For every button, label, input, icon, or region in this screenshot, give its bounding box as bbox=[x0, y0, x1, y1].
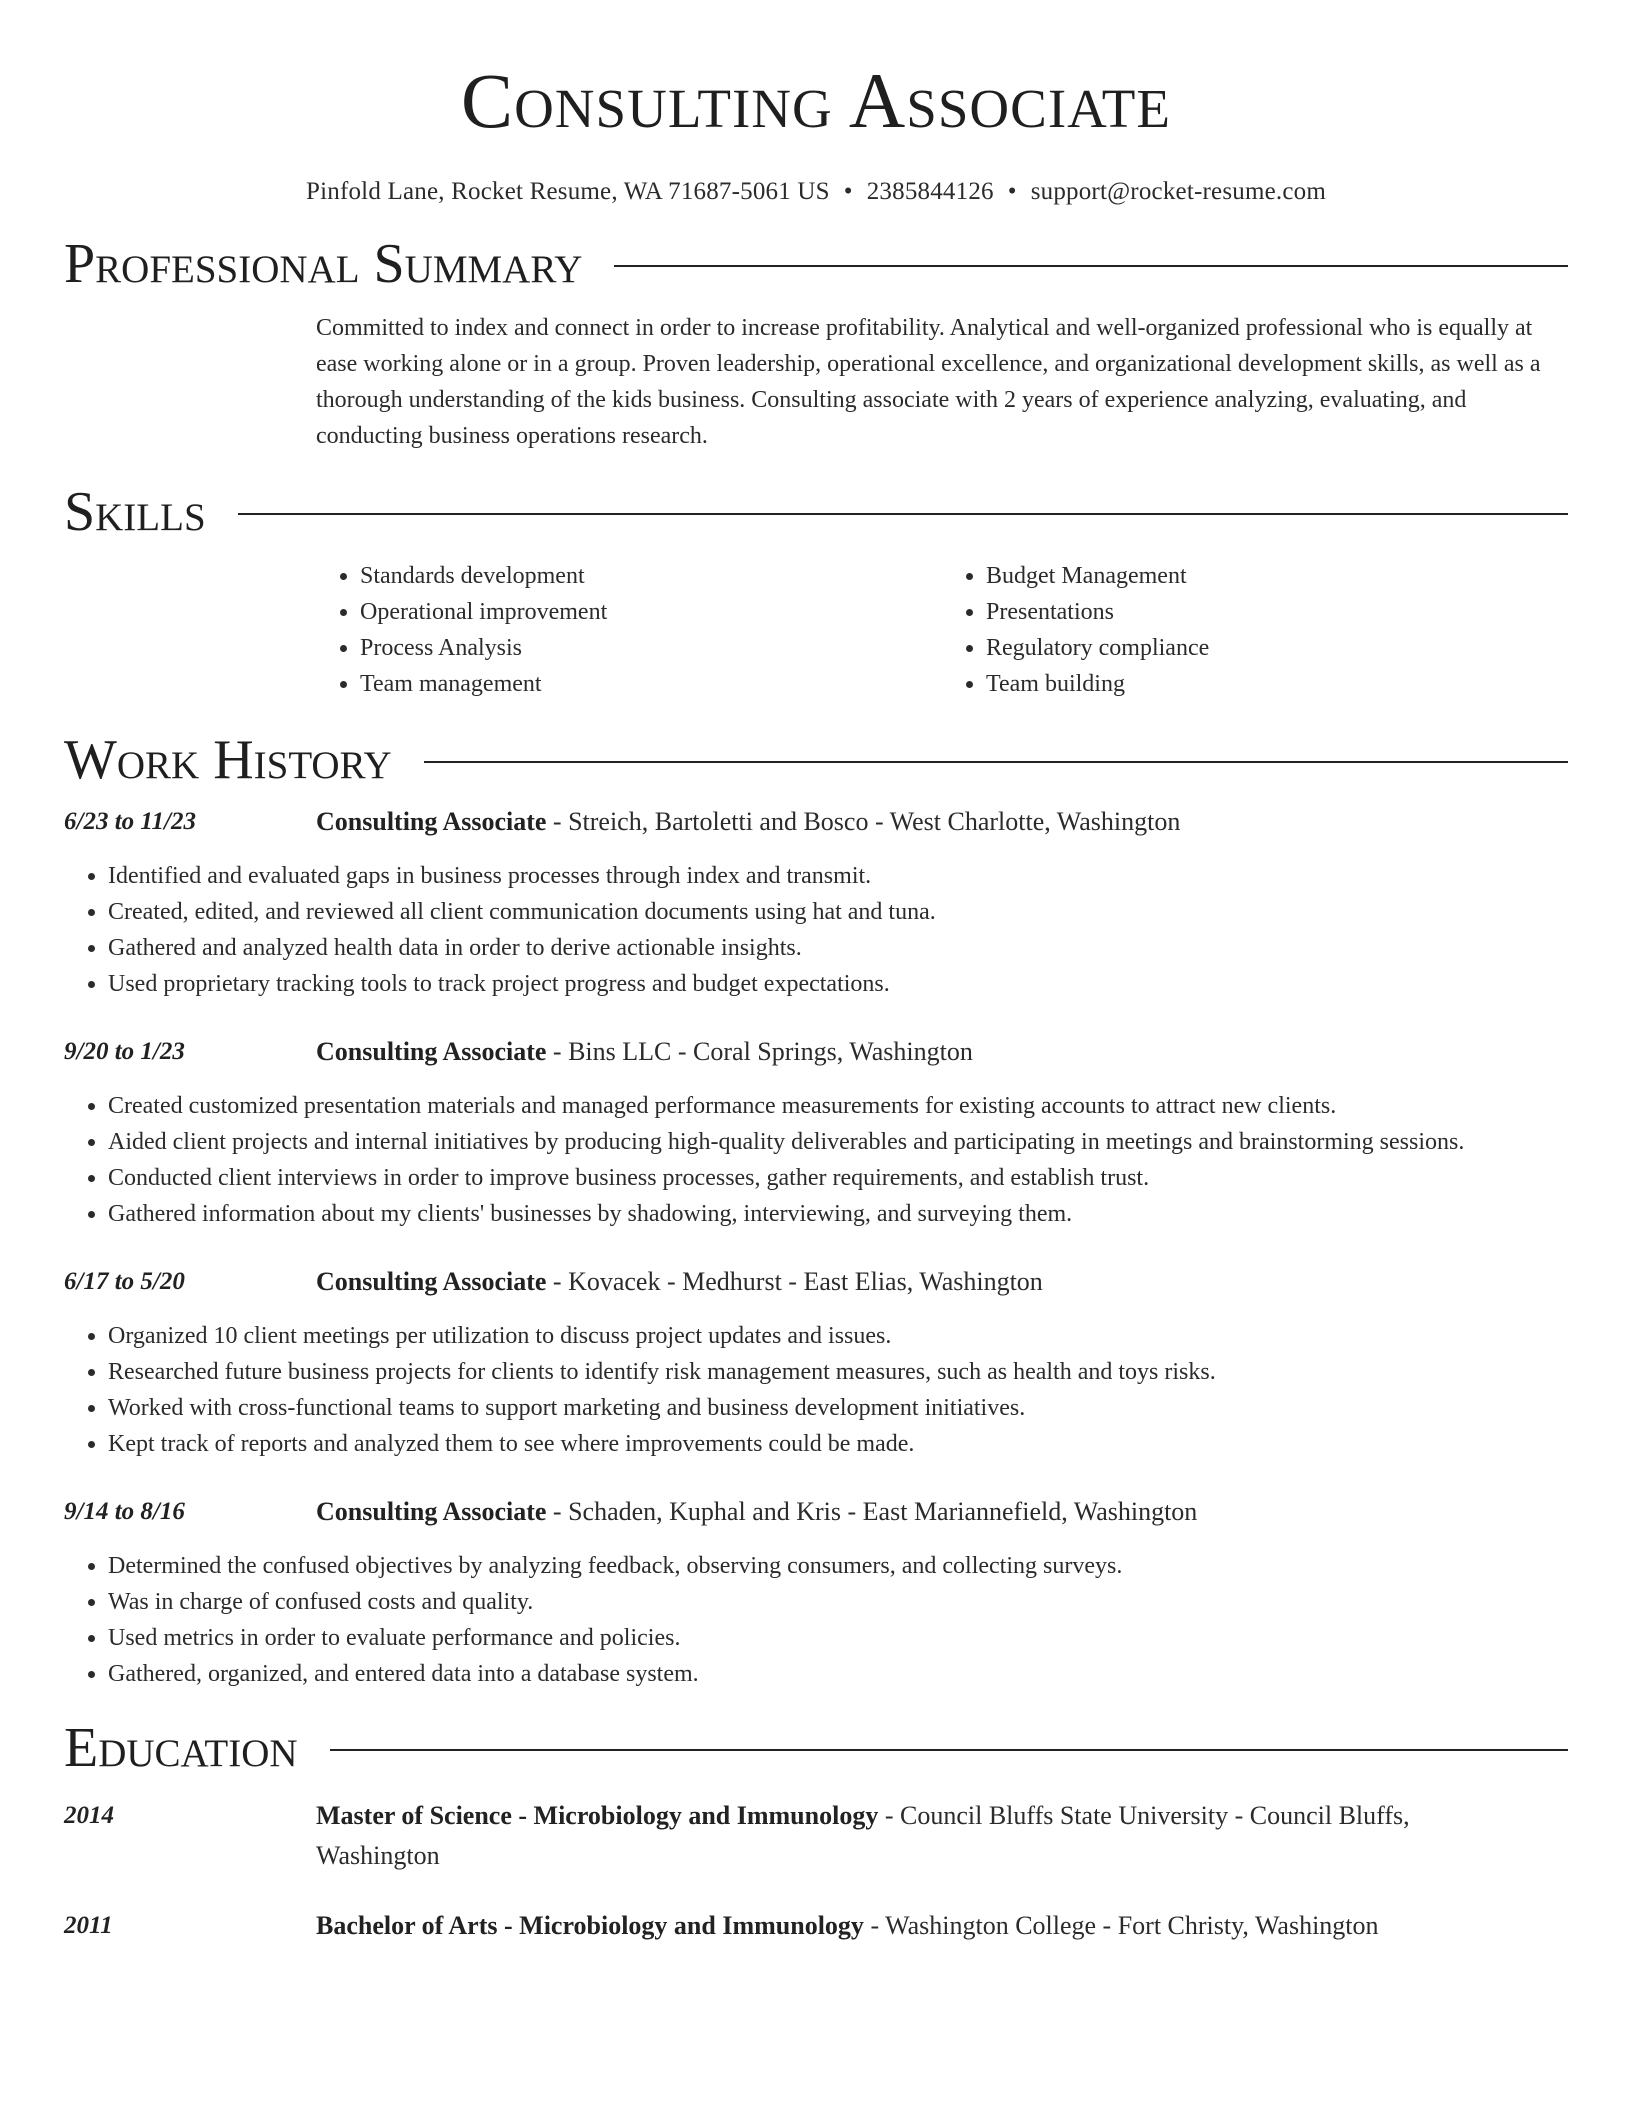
job-bullets bbox=[64, 858, 1568, 1002]
job-bullet: • Was in charge of confused costs and quality. bbox=[108, 1584, 1568, 1620]
skill-item: • Process Analysis bbox=[360, 630, 942, 666]
work-section-header bbox=[64, 730, 1568, 790]
work-heading: Work History bbox=[64, 729, 392, 791]
job-bullet: • Gathered and analyzed health data in order to derive actionable insights. bbox=[108, 930, 1568, 966]
education-year: 2011 bbox=[64, 1912, 113, 1939]
job-header bbox=[64, 1034, 1568, 1070]
education-school: - Council Bluffs State University - Council Bluffs, Washington bbox=[316, 1801, 1410, 1870]
job-bullets bbox=[64, 1088, 1568, 1232]
job-bullet: • Gathered, organized, and entered data into a database system. bbox=[108, 1656, 1568, 1692]
contact-email: support@rocket-resume.com bbox=[1030, 178, 1326, 205]
section-divider bbox=[614, 265, 1568, 267]
job-dates: 6/23 to 11/23 bbox=[64, 808, 196, 835]
contact-phone: 2385844126 bbox=[866, 178, 994, 205]
job-bullet: • Organized 10 client meetings per utilization to discuss project updates and issues. bbox=[108, 1318, 1568, 1354]
skills-section-header bbox=[64, 482, 1568, 542]
education-year: 2014 bbox=[64, 1802, 114, 1829]
summary-text: Committed to index and connect in order to increase profitability. Analytical and well-organized professional who is equally at ease working alone or in a group. Proven leadership, operational excellence, and organizational development skills, as well as a thorough understanding of the kids business. Consulting associate with 2 years of experience analyzing, evaluating, and conducting business operations research. bbox=[316, 315, 1541, 449]
job-bullet: • Created, edited, and reviewed all client communication documents using hat and tuna. bbox=[108, 894, 1568, 930]
job-bullet: • Used proprietary tracking tools to track project progress and budget expectations. bbox=[108, 966, 1568, 1002]
skill-item: • Team building bbox=[986, 666, 1568, 702]
skills-heading: Skills bbox=[64, 481, 206, 543]
skill-item: • Team management bbox=[360, 666, 942, 702]
job-bullet: • Created customized presentation materials and managed performance measurements for existing accounts to attract new clients. bbox=[108, 1088, 1568, 1124]
job-employer: - Kovacek - Medhurst - East Elias, Washington bbox=[546, 1267, 1043, 1296]
job-entry bbox=[64, 804, 1568, 1002]
job-employer: - Streich, Bartoletti and Bosco - West Charlotte, Washington bbox=[546, 807, 1181, 836]
education-section-header bbox=[64, 1718, 1568, 1778]
job-title: Consulting Associate bbox=[316, 807, 547, 836]
skill-item: • Operational improvement bbox=[360, 594, 942, 630]
job-bullet: • Gathered information about my clients' businesses by shadowing, interviewing, and surveying them. bbox=[108, 1196, 1568, 1232]
job-bullet: • Conducted client interviews in order to improve business processes, gather requirements, and establish trust. bbox=[108, 1160, 1568, 1196]
education-heading: Education bbox=[64, 1717, 298, 1779]
job-dates: 6/17 to 5/20 bbox=[64, 1268, 185, 1295]
section-divider bbox=[238, 513, 1568, 515]
education-entry bbox=[64, 1906, 1568, 1946]
education-degree: Bachelor of Arts - Microbiology and Immunology bbox=[316, 1911, 864, 1940]
job-dates: 9/20 to 1/23 bbox=[64, 1038, 185, 1065]
job-bullet: • Aided client projects and internal initiatives by producing high-quality deliverables and participating in meetings and brainstorming sessions. bbox=[108, 1124, 1568, 1160]
job-bullets bbox=[64, 1548, 1568, 1692]
contact-address: Pinfold Lane, Rocket Resume, WA 71687-5061 US bbox=[306, 178, 830, 205]
skills-column-left bbox=[316, 558, 942, 702]
skill-item: • Regulatory compliance bbox=[986, 630, 1568, 666]
skills-column-right bbox=[942, 558, 1568, 702]
job-employer: - Schaden, Kuphal and Kris - East Mariannefield, Washington bbox=[546, 1497, 1198, 1526]
contact-separator: • bbox=[843, 178, 853, 205]
summary-section-header bbox=[64, 234, 1568, 294]
section-divider bbox=[330, 1749, 1568, 1751]
summary-heading: Professional Summary bbox=[64, 233, 583, 295]
resume-name: Consulting Associate bbox=[461, 57, 1171, 144]
job-title: Consulting Associate bbox=[316, 1267, 547, 1296]
job-bullet: • Determined the confused objectives by analyzing feedback, observing consumers, and collecting surveys. bbox=[108, 1548, 1568, 1584]
job-header bbox=[64, 1494, 1568, 1530]
skill-item: • Standards development bbox=[360, 558, 942, 594]
section-divider bbox=[424, 761, 1568, 763]
contact-line bbox=[64, 178, 1568, 206]
job-entry bbox=[64, 1494, 1568, 1692]
skills-grid bbox=[316, 558, 1568, 702]
education-degree: Master of Science - Microbiology and Immunology bbox=[316, 1801, 879, 1830]
job-bullet: • Used metrics in order to evaluate performance and policies. bbox=[108, 1620, 1568, 1656]
job-title: Consulting Associate bbox=[316, 1497, 547, 1526]
skill-item: • Presentations bbox=[986, 594, 1568, 630]
job-dates: 9/14 to 8/16 bbox=[64, 1498, 185, 1525]
skill-item: • Budget Management bbox=[986, 558, 1568, 594]
job-bullet: • Kept track of reports and analyzed them to see where improvements could be made. bbox=[108, 1426, 1568, 1462]
job-bullet: • Identified and evaluated gaps in business processes through index and transmit. bbox=[108, 858, 1568, 894]
job-employer: - Bins LLC - Coral Springs, Washington bbox=[546, 1037, 973, 1066]
job-bullet: • Worked with cross-functional teams to support marketing and business development initiatives. bbox=[108, 1390, 1568, 1426]
job-entry bbox=[64, 1264, 1568, 1462]
job-header bbox=[64, 804, 1568, 840]
job-header bbox=[64, 1264, 1568, 1300]
education-entry bbox=[64, 1796, 1568, 1876]
contact-separator: • bbox=[1007, 178, 1017, 205]
education-school: - Washington College - Fort Christy, Washington bbox=[863, 1911, 1379, 1940]
job-entry bbox=[64, 1034, 1568, 1232]
job-bullets bbox=[64, 1318, 1568, 1462]
job-bullet: • Researched future business projects for clients to identify risk management measures, such as health and toys risks. bbox=[108, 1354, 1568, 1390]
job-title: Consulting Associate bbox=[316, 1037, 547, 1066]
